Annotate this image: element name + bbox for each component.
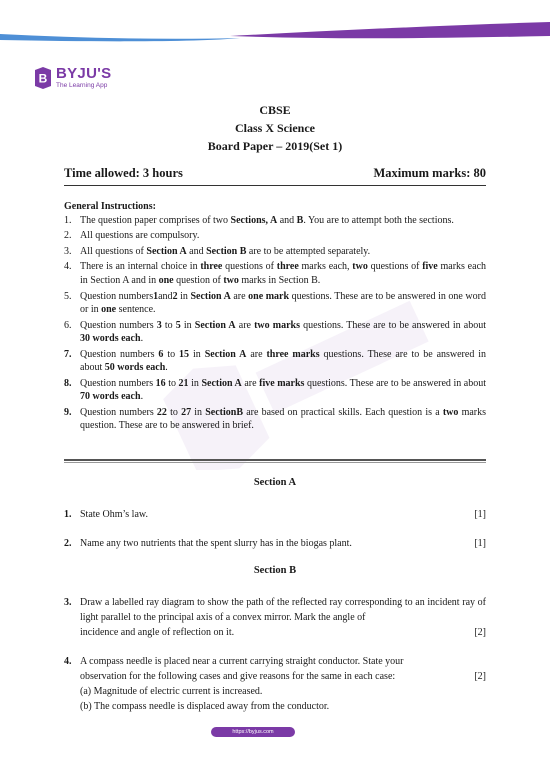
question-number: 4. xyxy=(64,656,72,667)
question-2 xyxy=(64,536,486,551)
question-text: Draw a labelled ray diagram to show the path of the reflected ray corresponding to an incident ray of light parallel to the principal axis of a convex mirror. Mark the angle of xyxy=(80,597,486,623)
paper-title-block xyxy=(0,101,550,155)
instructions-heading: General Instructions: xyxy=(64,201,156,212)
question-number: 3. xyxy=(64,597,72,608)
question-1 xyxy=(64,507,486,522)
svg-text:B: B xyxy=(38,71,48,86)
instruction-text: All questions are compulsory. xyxy=(80,230,200,242)
question-part-b: (b) The compass needle is displaced away from the conductor. xyxy=(80,701,330,712)
instruction-text: Question numbers 16 to 21 in Section A are five marks questions. These are to be answered in about 70 words each. xyxy=(80,377,487,403)
instruction-number: 5. xyxy=(64,290,72,302)
instruction-item xyxy=(64,229,486,243)
question-marks: [2] xyxy=(474,671,486,682)
instruction-item xyxy=(64,377,486,404)
byjus-logo xyxy=(33,66,111,90)
instruction-text: There is an internal choice in three questions of three marks each, two questions of five marks each in Section A and in one question of two marks in Section B. xyxy=(80,261,487,287)
footer-website-link[interactable]: https://byjus.com xyxy=(211,727,295,737)
instruction-item xyxy=(64,319,486,346)
question-text-cont: observation for the following cases and give reasons for the same in each case: xyxy=(80,671,396,682)
section-divider xyxy=(64,459,486,461)
instruction-text: All questions of Section A and Section B are to be attempted separately. xyxy=(80,245,371,257)
question-part-a: (a) Magnitude of electric current is increased. xyxy=(80,686,263,697)
question-text: State Ohm’s law. xyxy=(80,509,148,520)
class-subject: Class X Science xyxy=(235,121,315,135)
question-marks: [2] xyxy=(474,627,486,638)
instruction-item xyxy=(64,260,486,287)
instruction-number: 2. xyxy=(64,230,72,242)
question-3 xyxy=(64,595,486,640)
board-name: CBSE xyxy=(259,103,291,117)
instruction-number: 8. xyxy=(64,377,72,389)
instruction-item xyxy=(64,290,486,317)
maximum-marks: Maximum marks: 80 xyxy=(373,166,486,180)
question-text: Name any two nutrients that the spent slurry has in the biogas plant. xyxy=(80,538,352,549)
instruction-number: 3. xyxy=(64,245,72,257)
wave-decoration xyxy=(0,0,550,44)
instruction-text: Question numbers 22 to 27 in SectionB are based on practical skills. Each question is a two marks question. These are to be answered in brief. xyxy=(80,406,487,432)
instruction-number: 7. xyxy=(64,348,72,360)
exam-meta-row xyxy=(64,166,486,181)
time-allowed: Time allowed: 3 hours xyxy=(64,166,183,180)
question-text: A compass needle is placed near a current carrying straight conductor. State your xyxy=(80,656,404,667)
question-number: 1. xyxy=(64,509,72,520)
top-decorative-banner xyxy=(0,0,550,44)
byjus-logo-icon xyxy=(33,66,53,90)
instruction-text: The question paper comprises of two Sections, A and B. You are to attempt both the sections. xyxy=(80,215,454,226)
instruction-item xyxy=(64,214,486,228)
section-b-heading: Section B xyxy=(253,565,297,576)
instructions-list xyxy=(64,214,486,435)
question-number: 2. xyxy=(64,538,72,549)
instruction-item xyxy=(64,348,486,375)
instruction-number: 4. xyxy=(64,261,72,273)
instruction-number: 1. xyxy=(64,215,72,226)
question-4 xyxy=(64,654,486,714)
section-a-heading: Section A xyxy=(253,477,297,488)
divider xyxy=(64,185,486,186)
instruction-item xyxy=(64,245,486,259)
instruction-text: Question numbers 3 to 5 in Section A are two marks questions. These are to be answered in about 30 words each. xyxy=(80,319,487,345)
paper-title: Board Paper – 2019(Set 1) xyxy=(207,139,343,153)
question-marks: [1] xyxy=(474,538,486,549)
instruction-text: Question numbers1and2 in Section A are one mark questions. These are to be answered in one word or in one sentence. xyxy=(80,290,486,316)
instruction-number: 9. xyxy=(64,406,72,418)
question-marks: [1] xyxy=(474,509,486,520)
section-divider-thin xyxy=(64,462,486,463)
brand-tagline: The Learning App xyxy=(56,82,108,90)
instruction-number: 6. xyxy=(64,319,72,331)
brand-name: BYJU'S xyxy=(56,65,112,83)
instruction-text: Question numbers 6 to 15 in Section A are three marks questions. These are to be answered in about 50 words each. xyxy=(80,348,487,374)
question-text-end: incidence and angle of reflection on it. xyxy=(80,627,235,638)
instruction-item xyxy=(64,406,486,433)
